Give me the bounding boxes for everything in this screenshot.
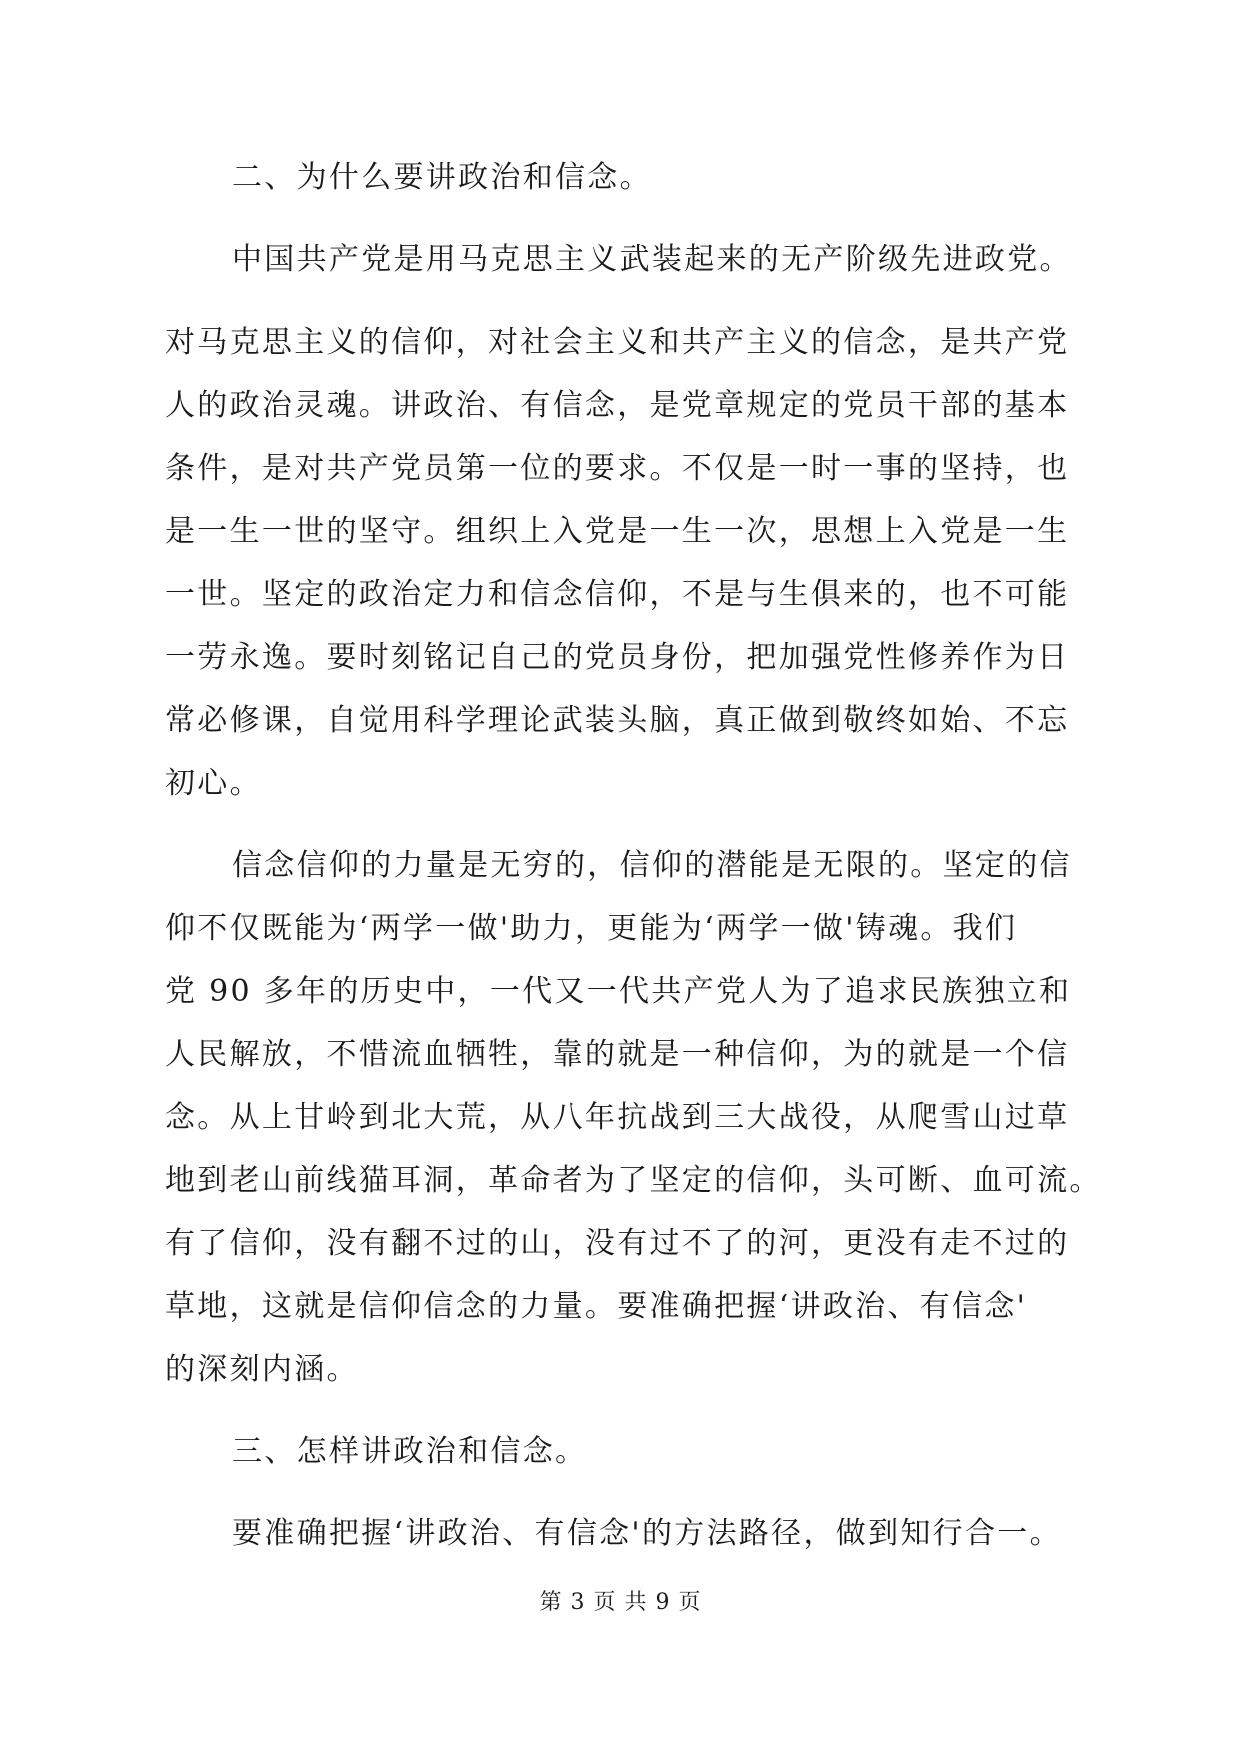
- section-heading-3: 三、怎样讲政治和信念。: [232, 1434, 588, 1469]
- text-line: 念。从上甘岭到北大荒，从八年抗战到三大战役，从爬雪山过草: [165, 1100, 1070, 1135]
- text-line: 一世。坚定的政治定力和信念信仰，不是与生俱来的，也不可能: [165, 577, 1070, 612]
- text-line: 信念信仰的力量是无穷的，信仰的潜能是无限的。坚定的信: [232, 848, 1072, 883]
- text-line: 仰不仅既能为‘两学一做'助力，更能为‘两学一做'铸魂。我们: [165, 911, 1018, 946]
- text-line: 中国共产党是用马克思主义武装起来的无产阶级先进政党。: [232, 242, 1072, 277]
- text-line: 有了信仰，没有翻不过的山，没有过不了的河，更没有走不过的: [165, 1226, 1070, 1261]
- text-line: 条件，是对共产党员第一位的要求。不仅是一时一事的坚持，也: [165, 451, 1070, 486]
- text-line: 人的政治灵魂。讲政治、有信念，是党章规定的党员干部的基本: [165, 388, 1070, 423]
- text-line: 是一生一世的坚守。组织上入党是一生一次，思想上入党是一生: [165, 514, 1070, 549]
- text-line: 常必修课，自觉用科学理论武装头脑，真正做到敬终如始、不忘: [165, 703, 1070, 738]
- text-line: 党 90 多年的历史中，一代又一代共产党人为了追求民族独立和: [165, 974, 1072, 1009]
- text-line: 草地，这就是信仰信念的力量。要准确把握‘讲政治、有信念': [165, 1289, 1028, 1324]
- text-line: 要准确把握‘讲政治、有信念'的方法路径，做到知行合一。: [232, 1516, 1062, 1551]
- text-line: 一劳永逸。要时刻铭记自己的党员身份，把加强党性修养作为日: [165, 640, 1070, 675]
- text-line: 人民解放，不惜流血牺牲，靠的就是一种信仰，为的就是一个信: [165, 1037, 1070, 1072]
- page-number-footer: 第 3 页 共 9 页: [539, 1590, 702, 1615]
- text-line: 的深刻内涵。: [165, 1352, 359, 1387]
- text-line: 地到老山前线猫耳洞，革命者为了坚定的信仰，头可断、血可流。: [165, 1163, 1102, 1198]
- text-line: 初心。: [165, 766, 262, 801]
- section-heading-2: 二、为什么要讲政治和信念。: [232, 160, 652, 195]
- text-line: 对马克思主义的信仰，对社会主义和共产主义的信念，是共产党: [165, 325, 1070, 360]
